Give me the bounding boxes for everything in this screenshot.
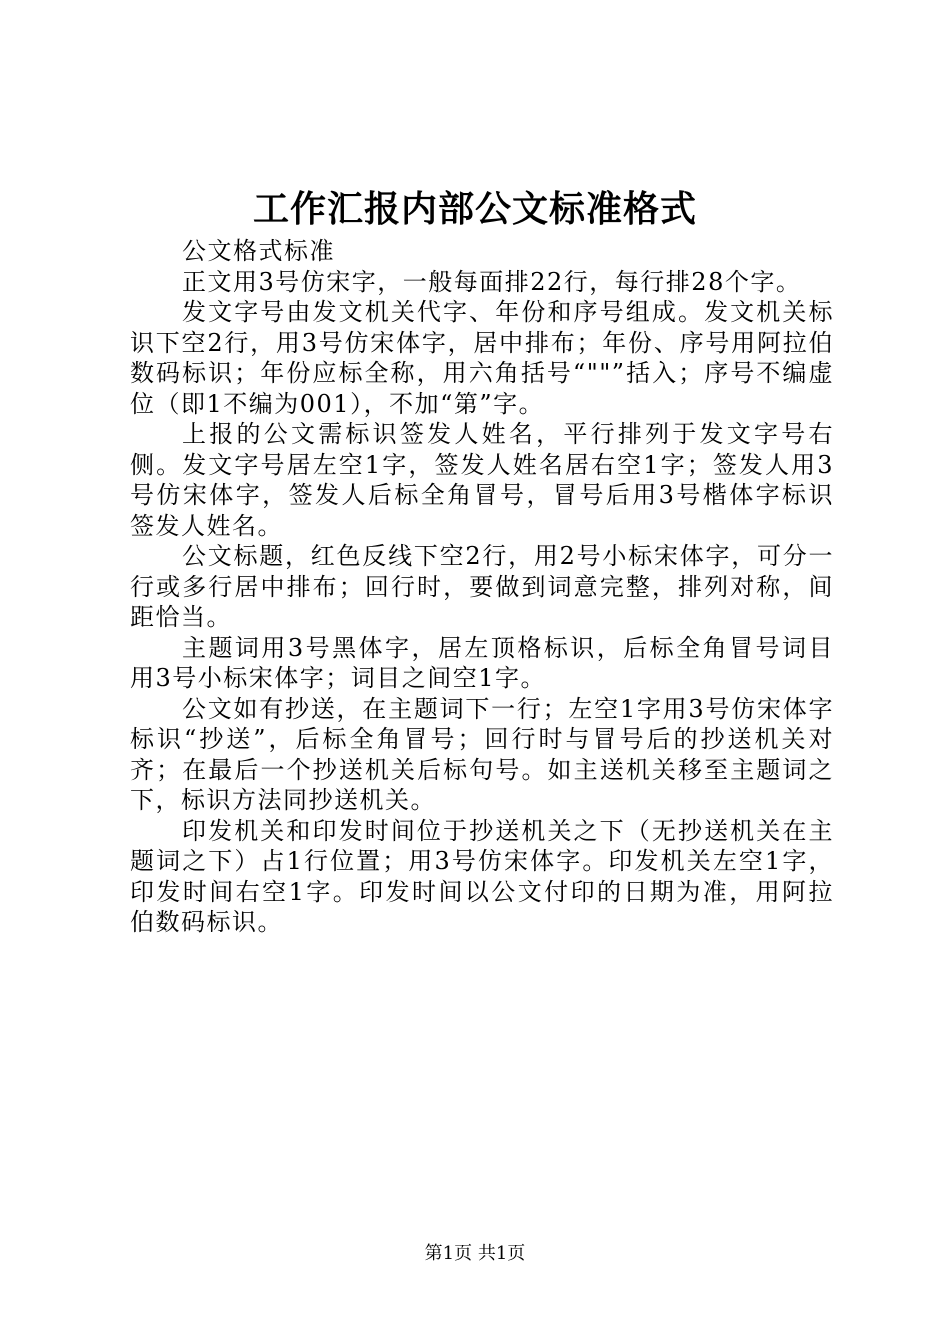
document-title: 工作汇报内部公文标准格式 [252, 188, 697, 230]
paragraph-heading: 公文格式标准 [182, 237, 335, 265]
paragraph-cc: 公文如有抄送，在主题词下一行；左空1字用3号仿宋体字标识“抄送”，后标全角冒号；回行时与冒号后的抄送机关对齐；在最后一个抄送机关后标句号。如主送机关移至主题词之下，标识方法同抄送机关。 [130, 694, 834, 814]
page-footer: 第1页 共1页 [424, 1243, 526, 1264]
paragraph-signer: 上报的公文需标识签发人姓名，平行排列于发文字号右侧。发文字号居左空1字，签发人姓名居右空1字；签发人用3号仿宋体字，签发人后标全角冒号，冒号后用3号楷体字标识签发人姓名。 [130, 420, 834, 540]
paragraph-subject-words: 主题词用3号黑体字，居左顶格标识，后标全角冒号词目用3号小标宋体字；词目之间空1字。 [130, 633, 834, 692]
paragraph-issuing: 印发机关和印发时间位于抄送机关之下（无抄送机关在主题词之下）占1行位置；用3号仿宋体字。印发机关左空1字，印发时间右空1字。印发时间以公文付印的日期为准，用阿拉伯数码标识。 [130, 816, 834, 936]
paragraph-body-text: 正文用3号仿宋字，一般每面排22行，每行排28个字。 [182, 267, 802, 296]
paragraph-document-number: 发文字号由发文机关代字、年份和序号组成。发文机关标识下空2行，用3号仿宋体字，居中排布；年份、序号用阿拉伯数码标识；年份应标全称，用六角括号“""”括入；序号不编虚位（即1不编为001），不加“第”字。 [130, 298, 834, 418]
paragraph-title-format: 公文标题，红色反线下空2行，用2号小标宋体字，可分一行或多行居中排布；回行时，要做到词意完整，排列对称，间距恰当。 [130, 542, 834, 631]
document-body [130, 236, 834, 938]
